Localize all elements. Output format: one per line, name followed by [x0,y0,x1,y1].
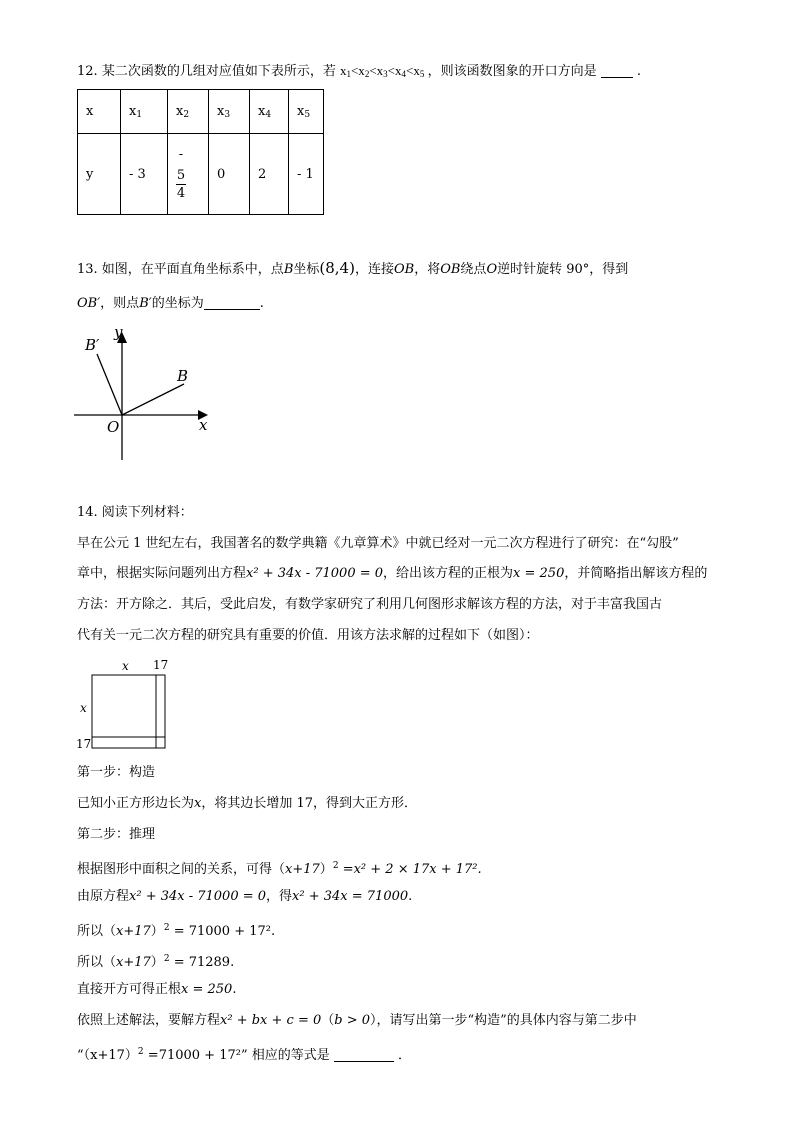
table-cell [168,134,209,215]
table-row [78,90,324,134]
table-cell: 2 [250,134,289,215]
step2-line: 所以$(x+17)^2 = 71000 + 17^2$. [77,923,276,939]
q14-paragraph-line: 代有关一元二次方程的研究具有重要的价值．用该方法求解的过程如下（如图）： [77,628,539,643]
table-cell: - 3 [121,134,168,215]
q14-paragraph-line: 早在公元 1 世纪左右，我国著名的数学典籍《九章算术》中就已经对一元二次方程进行了研究：在“勾股” [77,536,679,551]
step2-line: 直接开方可得正根x = 250. [77,982,237,997]
table-row [78,134,324,215]
step2-line: 所以$(x+17)^2 = 71289$. [77,954,235,970]
label-top-x: x [122,659,129,673]
q14-question-line: “$(x+17)^2 =71000 + 17^2$” 相应的等式是 ． [77,1047,412,1063]
q14-question-line: 依照上述解法，要解方程x² + bx + c = 0（b > 0），请写出第一步“构造”的具体内容与第二步中 [77,1013,637,1028]
q13-stem-line1: 13. 如图，在平面直角坐标系中，点B坐标(8,4)，连接OB，将OB绕点O逆时针旋转 90°，得到 [77,259,629,277]
label-B-prime: B′ [85,336,100,354]
table-cell: $x_5$ [289,90,324,134]
table-cell: $x_2$ [168,90,209,134]
q12-inequality: $x_1<x_2<x_3<x_4<x_5$ [339,63,425,79]
answer-blank[interactable] [601,63,633,78]
q14-title: 14. 阅读下列材料： [77,505,193,520]
q12-text-b: ，则该函数图象的开口方向是 [427,64,597,79]
table-cell: $x_1$ [121,90,168,134]
label-O: O [107,418,120,436]
label-left-17: 17 [76,737,92,750]
segment-OB [122,384,184,415]
q14-paragraph-line: 章中，根据实际问题列出方程x² + 34x - 71000 = 0，给出该方程的正根为x = 250，并简略指出解该方程的 [77,566,708,581]
q12-text: 某二次函数的几组对应值如下表所示，若 [101,64,340,79]
label-B: B [177,367,189,385]
table-cell: 0 [209,134,250,215]
table-cell: x [78,90,121,134]
coordinate-figure [74,322,214,464]
table-cell: $x_4$ [250,90,289,134]
table-cell: $x_3$ [209,90,250,134]
step2-line: 根据图形中面积之间的关系，可得$(x+17)^2 =x^2 + 2 \times 17x + 17^2$. [77,861,482,877]
fraction: - 5 4 [176,147,186,201]
step2-heading: 第二步：推理 [77,827,156,842]
step2-line: 由原方程x² + 34x - 71000 = 0，得x² + 34x = 71000. [77,889,413,904]
label-top-17: 17 [153,658,169,672]
table-cell: - 1 [289,134,324,215]
q13-stem-line2: OB′，则点B′的坐标为 . [77,296,264,311]
q14-paragraph-line: 方法：开方除之．其后，受此启发，有数学家研究了利用几何图形求解该方程的方法，对于丰富我国古 [77,597,663,612]
square-figure [74,654,174,750]
answer-blank[interactable] [204,295,260,310]
label-x: x [199,416,208,434]
table-cell: y [78,134,121,215]
period: . [636,64,642,79]
step1-text: 已知小正方形边长为x，将其边长增加 17，得到大正方形． [77,796,418,811]
label-left-x: x [80,701,87,715]
segment-OB-prime [97,354,122,415]
answer-blank[interactable] [334,1047,394,1062]
value-table [77,89,324,215]
step1-heading: 第一步：构造 [77,765,156,780]
question-number: 12. [77,64,98,79]
q12-stem [77,61,641,84]
label-y: y [114,323,123,341]
